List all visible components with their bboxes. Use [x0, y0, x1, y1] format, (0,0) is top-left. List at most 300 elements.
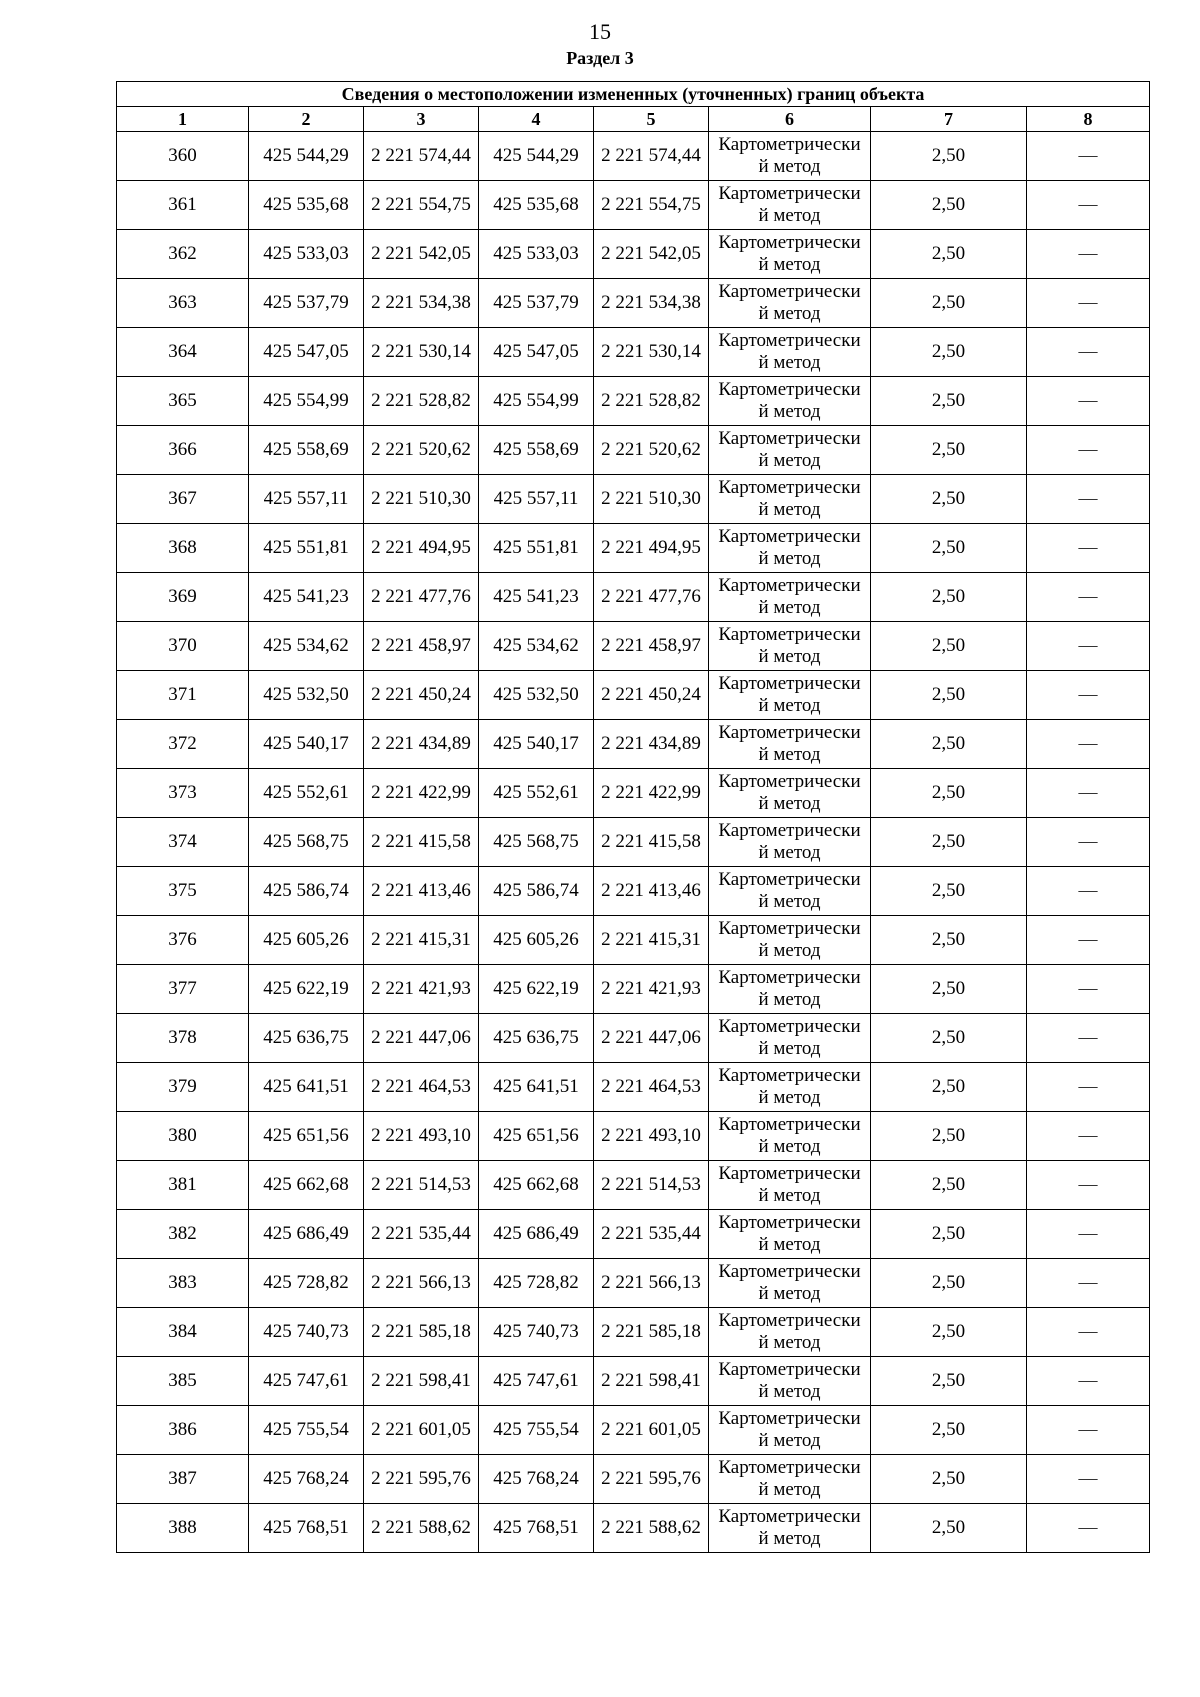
y-coordinate-existing: 2 221 530,14 [364, 328, 479, 377]
method-text-line: й метод [758, 254, 821, 275]
x-coordinate-refined: 425 532,50 [479, 671, 594, 720]
page-number: 15 [589, 19, 611, 44]
determination-method [709, 279, 871, 328]
y-coordinate-refined: 2 221 450,24 [594, 671, 709, 720]
method-text-line: й метод [758, 989, 821, 1010]
empty-cell-mark: — [1027, 377, 1150, 426]
y-coordinate-existing: 2 221 554,75 [364, 181, 479, 230]
x-coordinate-existing: 425 541,23 [249, 573, 364, 622]
x-coordinate-refined: 425 622,19 [479, 965, 594, 1014]
x-coordinate-refined: 425 541,23 [479, 573, 594, 622]
x-coordinate-existing: 425 540,17 [249, 720, 364, 769]
y-coordinate-refined: 2 221 415,58 [594, 818, 709, 867]
precision-value: 2,50 [871, 671, 1027, 720]
method-text-line: Картометрически [718, 1114, 861, 1135]
determination-method [709, 818, 871, 867]
y-coordinate-refined: 2 221 588,62 [594, 1504, 709, 1553]
point-number: 367 [117, 475, 249, 524]
y-coordinate-existing: 2 221 542,05 [364, 230, 479, 279]
x-coordinate-existing: 425 532,50 [249, 671, 364, 720]
method-text-line: Картометрически [718, 1506, 861, 1527]
point-number: 386 [117, 1406, 249, 1455]
determination-method [709, 573, 871, 622]
x-coordinate-refined: 425 535,68 [479, 181, 594, 230]
y-coordinate-existing: 2 221 588,62 [364, 1504, 479, 1553]
determination-method [709, 230, 871, 279]
determination-method [709, 622, 871, 671]
empty-cell-mark: — [1027, 1112, 1150, 1161]
point-number: 374 [117, 818, 249, 867]
y-coordinate-refined: 2 221 601,05 [594, 1406, 709, 1455]
empty-cell-mark: — [1027, 132, 1150, 181]
table-title-row [117, 82, 1150, 107]
x-coordinate-refined: 425 534,62 [479, 622, 594, 671]
x-coordinate-refined: 425 768,24 [479, 1455, 594, 1504]
y-coordinate-refined: 2 221 530,14 [594, 328, 709, 377]
y-coordinate-existing: 2 221 566,13 [364, 1259, 479, 1308]
table-row [117, 818, 1150, 867]
method-text-line: Картометрически [718, 1163, 861, 1184]
precision-value: 2,50 [871, 1504, 1027, 1553]
precision-value: 2,50 [871, 426, 1027, 475]
y-coordinate-existing: 2 221 421,93 [364, 965, 479, 1014]
determination-method [709, 1259, 871, 1308]
y-coordinate-refined: 2 221 528,82 [594, 377, 709, 426]
method-text-line: й метод [758, 1283, 821, 1304]
point-number: 387 [117, 1455, 249, 1504]
method-text-line: Картометрически [718, 1457, 861, 1478]
y-coordinate-refined: 2 221 447,06 [594, 1014, 709, 1063]
determination-method [709, 1406, 871, 1455]
y-coordinate-existing: 2 221 413,46 [364, 867, 479, 916]
table-row [117, 426, 1150, 475]
x-coordinate-refined: 425 636,75 [479, 1014, 594, 1063]
precision-value: 2,50 [871, 1406, 1027, 1455]
method-text-line: й метод [758, 1332, 821, 1353]
table-row [117, 230, 1150, 279]
x-coordinate-refined: 425 533,03 [479, 230, 594, 279]
y-coordinate-existing: 2 221 595,76 [364, 1455, 479, 1504]
empty-cell-mark: — [1027, 818, 1150, 867]
y-coordinate-refined: 2 221 585,18 [594, 1308, 709, 1357]
determination-method [709, 1014, 871, 1063]
y-coordinate-existing: 2 221 534,38 [364, 279, 479, 328]
method-text-line: Картометрически [718, 1310, 861, 1331]
x-coordinate-refined: 425 540,17 [479, 720, 594, 769]
empty-cell-mark: — [1027, 524, 1150, 573]
y-coordinate-refined: 2 221 535,44 [594, 1210, 709, 1259]
method-text-line: й метод [758, 842, 821, 863]
y-coordinate-existing: 2 221 494,95 [364, 524, 479, 573]
method-text-line: Картометрически [718, 673, 861, 694]
determination-method [709, 1210, 871, 1259]
y-coordinate-existing: 2 221 601,05 [364, 1406, 479, 1455]
x-coordinate-refined: 425 558,69 [479, 426, 594, 475]
method-text-line: Картометрически [718, 330, 861, 351]
method-text-line: Картометрически [718, 1065, 861, 1086]
point-number: 373 [117, 769, 249, 818]
point-number: 385 [117, 1357, 249, 1406]
x-coordinate-refined: 425 547,05 [479, 328, 594, 377]
method-text-line: Картометрически [718, 183, 861, 204]
y-coordinate-refined: 2 221 595,76 [594, 1455, 709, 1504]
x-coordinate-existing: 425 558,69 [249, 426, 364, 475]
method-text-line: Картометрически [718, 624, 861, 645]
boundary-coordinates-table [116, 81, 1150, 1553]
method-text-line: Картометрически [718, 967, 861, 988]
x-coordinate-refined: 425 728,82 [479, 1259, 594, 1308]
method-text-line: й метод [758, 499, 821, 520]
method-text-line: й метод [758, 597, 821, 618]
column-number: 2 [249, 107, 364, 132]
x-coordinate-existing: 425 662,68 [249, 1161, 364, 1210]
method-text-line: й метод [758, 646, 821, 667]
method-text-line: Картометрически [718, 869, 861, 890]
column-number: 6 [709, 107, 871, 132]
x-coordinate-existing: 425 686,49 [249, 1210, 364, 1259]
precision-value: 2,50 [871, 132, 1027, 181]
point-number: 370 [117, 622, 249, 671]
precision-value: 2,50 [871, 181, 1027, 230]
y-coordinate-refined: 2 221 415,31 [594, 916, 709, 965]
point-number: 369 [117, 573, 249, 622]
point-number: 381 [117, 1161, 249, 1210]
table-row [117, 475, 1150, 524]
precision-value: 2,50 [871, 1210, 1027, 1259]
x-coordinate-refined: 425 755,54 [479, 1406, 594, 1455]
empty-cell-mark: — [1027, 1504, 1150, 1553]
table-row [117, 1063, 1150, 1112]
point-number: 365 [117, 377, 249, 426]
empty-cell-mark: — [1027, 230, 1150, 279]
method-text-line: Картометрически [718, 1408, 861, 1429]
method-text-line: й метод [758, 940, 821, 961]
precision-value: 2,50 [871, 1014, 1027, 1063]
x-coordinate-existing: 425 768,51 [249, 1504, 364, 1553]
precision-value: 2,50 [871, 916, 1027, 965]
method-text-line: й метод [758, 695, 821, 716]
x-coordinate-refined: 425 552,61 [479, 769, 594, 818]
y-coordinate-existing: 2 221 434,89 [364, 720, 479, 769]
x-coordinate-existing: 425 622,19 [249, 965, 364, 1014]
y-coordinate-existing: 2 221 458,97 [364, 622, 479, 671]
point-number: 362 [117, 230, 249, 279]
x-coordinate-refined: 425 551,81 [479, 524, 594, 573]
method-text-line: й метод [758, 401, 821, 422]
x-coordinate-existing: 425 651,56 [249, 1112, 364, 1161]
precision-value: 2,50 [871, 328, 1027, 377]
x-coordinate-existing: 425 586,74 [249, 867, 364, 916]
table-row [117, 1259, 1150, 1308]
determination-method [709, 1504, 871, 1553]
determination-method [709, 1161, 871, 1210]
y-coordinate-refined: 2 221 566,13 [594, 1259, 709, 1308]
determination-method [709, 426, 871, 475]
determination-method [709, 132, 871, 181]
table-row [117, 622, 1150, 671]
table-row [117, 279, 1150, 328]
table-row [117, 328, 1150, 377]
table-row [117, 769, 1150, 818]
precision-value: 2,50 [871, 1161, 1027, 1210]
point-number: 384 [117, 1308, 249, 1357]
precision-value: 2,50 [871, 524, 1027, 573]
determination-method [709, 1455, 871, 1504]
determination-method [709, 181, 871, 230]
table-row [117, 1308, 1150, 1357]
determination-method [709, 720, 871, 769]
x-coordinate-refined: 425 768,51 [479, 1504, 594, 1553]
column-number: 8 [1027, 107, 1150, 132]
method-text-line: Картометрически [718, 477, 861, 498]
y-coordinate-existing: 2 221 450,24 [364, 671, 479, 720]
method-text-line: й метод [758, 548, 821, 569]
x-coordinate-existing: 425 533,03 [249, 230, 364, 279]
x-coordinate-existing: 425 728,82 [249, 1259, 364, 1308]
precision-value: 2,50 [871, 1357, 1027, 1406]
y-coordinate-refined: 2 221 520,62 [594, 426, 709, 475]
precision-value: 2,50 [871, 965, 1027, 1014]
table-row [117, 1161, 1150, 1210]
x-coordinate-refined: 425 544,29 [479, 132, 594, 181]
precision-value: 2,50 [871, 1308, 1027, 1357]
x-coordinate-refined: 425 605,26 [479, 916, 594, 965]
x-coordinate-existing: 425 547,05 [249, 328, 364, 377]
y-coordinate-refined: 2 221 434,89 [594, 720, 709, 769]
y-coordinate-existing: 2 221 415,31 [364, 916, 479, 965]
table-row [117, 671, 1150, 720]
x-coordinate-refined: 425 641,51 [479, 1063, 594, 1112]
empty-cell-mark: — [1027, 328, 1150, 377]
section-title: Раздел 3 [566, 48, 634, 68]
method-text-line: й метод [758, 1136, 821, 1157]
table-row [117, 573, 1150, 622]
y-coordinate-refined: 2 221 574,44 [594, 132, 709, 181]
empty-cell-mark: — [1027, 181, 1150, 230]
method-text-line: й метод [758, 1234, 821, 1255]
point-number: 364 [117, 328, 249, 377]
determination-method [709, 1063, 871, 1112]
method-text-line: Картометрически [718, 722, 861, 743]
empty-cell-mark: — [1027, 1210, 1150, 1259]
method-text-line: й метод [758, 744, 821, 765]
precision-value: 2,50 [871, 377, 1027, 426]
precision-value: 2,50 [871, 867, 1027, 916]
determination-method [709, 916, 871, 965]
table-row [117, 720, 1150, 769]
method-text-line: й метод [758, 1479, 821, 1500]
point-number: 366 [117, 426, 249, 475]
y-coordinate-refined: 2 221 421,93 [594, 965, 709, 1014]
method-text-line: й метод [758, 1185, 821, 1206]
y-coordinate-existing: 2 221 493,10 [364, 1112, 479, 1161]
table-body [117, 132, 1150, 1553]
x-coordinate-existing: 425 557,11 [249, 475, 364, 524]
x-coordinate-refined: 425 554,99 [479, 377, 594, 426]
method-text-line: Картометрически [718, 918, 861, 939]
precision-value: 2,50 [871, 1455, 1027, 1504]
column-numbers-row [117, 107, 1150, 132]
x-coordinate-existing: 425 605,26 [249, 916, 364, 965]
method-text-line: Картометрически [718, 526, 861, 547]
table-row [117, 1406, 1150, 1455]
column-number: 1 [117, 107, 249, 132]
determination-method [709, 1308, 871, 1357]
point-number: 368 [117, 524, 249, 573]
determination-method [709, 769, 871, 818]
method-text-line: Картометрически [718, 1016, 861, 1037]
y-coordinate-existing: 2 221 535,44 [364, 1210, 479, 1259]
x-coordinate-existing: 425 552,61 [249, 769, 364, 818]
table-row [117, 1455, 1150, 1504]
precision-value: 2,50 [871, 475, 1027, 524]
method-text-line: Картометрически [718, 820, 861, 841]
x-coordinate-refined: 425 686,49 [479, 1210, 594, 1259]
precision-value: 2,50 [871, 720, 1027, 769]
y-coordinate-refined: 2 221 458,97 [594, 622, 709, 671]
precision-value: 2,50 [871, 230, 1027, 279]
y-coordinate-existing: 2 221 415,58 [364, 818, 479, 867]
empty-cell-mark: — [1027, 769, 1150, 818]
method-text-line: й метод [758, 1038, 821, 1059]
empty-cell-mark: — [1027, 720, 1150, 769]
table-row [117, 1210, 1150, 1259]
x-coordinate-refined: 425 651,56 [479, 1112, 594, 1161]
y-coordinate-existing: 2 221 598,41 [364, 1357, 479, 1406]
table-row [117, 1357, 1150, 1406]
point-number: 360 [117, 132, 249, 181]
empty-cell-mark: — [1027, 916, 1150, 965]
determination-method [709, 475, 871, 524]
empty-cell-mark: — [1027, 622, 1150, 671]
precision-value: 2,50 [871, 279, 1027, 328]
point-number: 375 [117, 867, 249, 916]
table-row [117, 1504, 1150, 1553]
precision-value: 2,50 [871, 573, 1027, 622]
x-coordinate-refined: 425 557,11 [479, 475, 594, 524]
method-text-line: й метод [758, 1528, 821, 1549]
x-coordinate-refined: 425 740,73 [479, 1308, 594, 1357]
y-coordinate-existing: 2 221 477,76 [364, 573, 479, 622]
empty-cell-mark: — [1027, 279, 1150, 328]
method-text-line: й метод [758, 1087, 821, 1108]
point-number: 382 [117, 1210, 249, 1259]
x-coordinate-existing: 425 568,75 [249, 818, 364, 867]
table-row [117, 1112, 1150, 1161]
method-text-line: Картометрически [718, 379, 861, 400]
empty-cell-mark: — [1027, 573, 1150, 622]
x-coordinate-existing: 425 740,73 [249, 1308, 364, 1357]
method-text-line: Картометрически [718, 1359, 861, 1380]
y-coordinate-existing: 2 221 447,06 [364, 1014, 479, 1063]
y-coordinate-existing: 2 221 585,18 [364, 1308, 479, 1357]
table-row [117, 1014, 1150, 1063]
empty-cell-mark: — [1027, 426, 1150, 475]
point-number: 376 [117, 916, 249, 965]
point-number: 377 [117, 965, 249, 1014]
method-text-line: й метод [758, 1430, 821, 1451]
method-text-line: Картометрически [718, 281, 861, 302]
precision-value: 2,50 [871, 1063, 1027, 1112]
y-coordinate-existing: 2 221 510,30 [364, 475, 479, 524]
y-coordinate-refined: 2 221 422,99 [594, 769, 709, 818]
precision-value: 2,50 [871, 1112, 1027, 1161]
x-coordinate-existing: 425 537,79 [249, 279, 364, 328]
table-row [117, 965, 1150, 1014]
x-coordinate-existing: 425 534,62 [249, 622, 364, 671]
x-coordinate-existing: 425 755,54 [249, 1406, 364, 1455]
column-number: 7 [871, 107, 1027, 132]
x-coordinate-refined: 425 586,74 [479, 867, 594, 916]
determination-method [709, 328, 871, 377]
table-row [117, 524, 1150, 573]
empty-cell-mark: — [1027, 1063, 1150, 1112]
x-coordinate-existing: 425 641,51 [249, 1063, 364, 1112]
empty-cell-mark: — [1027, 867, 1150, 916]
determination-method [709, 965, 871, 1014]
empty-cell-mark: — [1027, 1161, 1150, 1210]
column-number: 4 [479, 107, 594, 132]
point-number: 361 [117, 181, 249, 230]
empty-cell-mark: — [1027, 1357, 1150, 1406]
x-coordinate-existing: 425 636,75 [249, 1014, 364, 1063]
empty-cell-mark: — [1027, 671, 1150, 720]
y-coordinate-existing: 2 221 422,99 [364, 769, 479, 818]
empty-cell-mark: — [1027, 965, 1150, 1014]
empty-cell-mark: — [1027, 1406, 1150, 1455]
y-coordinate-existing: 2 221 520,62 [364, 426, 479, 475]
point-number: 363 [117, 279, 249, 328]
method-text-line: Картометрически [718, 428, 861, 449]
determination-method [709, 1357, 871, 1406]
determination-method [709, 524, 871, 573]
point-number: 372 [117, 720, 249, 769]
point-number: 380 [117, 1112, 249, 1161]
method-text-line: й метод [758, 303, 821, 324]
x-coordinate-existing: 425 554,99 [249, 377, 364, 426]
table-row [117, 916, 1150, 965]
table-row [117, 181, 1150, 230]
y-coordinate-refined: 2 221 598,41 [594, 1357, 709, 1406]
y-coordinate-refined: 2 221 514,53 [594, 1161, 709, 1210]
x-coordinate-existing: 425 535,68 [249, 181, 364, 230]
x-coordinate-refined: 425 662,68 [479, 1161, 594, 1210]
empty-cell-mark: — [1027, 1014, 1150, 1063]
y-coordinate-refined: 2 221 534,38 [594, 279, 709, 328]
precision-value: 2,50 [871, 1259, 1027, 1308]
method-text-line: й метод [758, 891, 821, 912]
column-number: 5 [594, 107, 709, 132]
determination-method [709, 867, 871, 916]
x-coordinate-existing: 425 551,81 [249, 524, 364, 573]
empty-cell-mark: — [1027, 1259, 1150, 1308]
y-coordinate-refined: 2 221 464,53 [594, 1063, 709, 1112]
y-coordinate-refined: 2 221 413,46 [594, 867, 709, 916]
method-text-line: Картометрически [718, 771, 861, 792]
point-number: 379 [117, 1063, 249, 1112]
empty-cell-mark: — [1027, 1308, 1150, 1357]
determination-method [709, 671, 871, 720]
y-coordinate-existing: 2 221 514,53 [364, 1161, 479, 1210]
determination-method [709, 1112, 871, 1161]
x-coordinate-existing: 425 544,29 [249, 132, 364, 181]
y-coordinate-refined: 2 221 493,10 [594, 1112, 709, 1161]
y-coordinate-refined: 2 221 510,30 [594, 475, 709, 524]
method-text-line: й метод [758, 205, 821, 226]
table-row [117, 132, 1150, 181]
table-title: Сведения о местоположении измененных (уточненных) границ объекта [117, 82, 1150, 107]
point-number: 383 [117, 1259, 249, 1308]
